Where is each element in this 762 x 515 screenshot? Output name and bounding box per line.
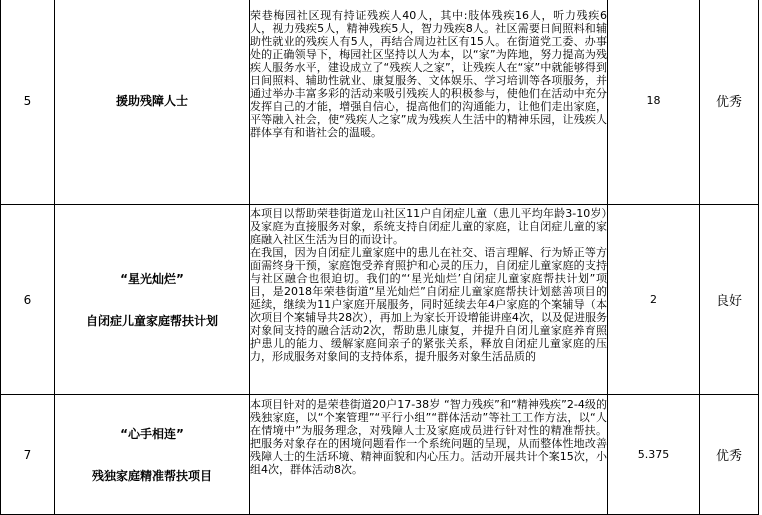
- project-name-line: 援助残障人士: [115, 93, 188, 108]
- project-description: [250, 0, 608, 205]
- project-description: [250, 395, 608, 515]
- project-name-line: 残独家庭精准帮扶项目: [91, 468, 212, 483]
- project-score: 5.375: [608, 395, 700, 515]
- project-name: [55, 205, 250, 395]
- project-grade: 优秀: [700, 0, 759, 205]
- project-name-line: “星光灿烂”: [120, 271, 184, 286]
- project-name: [55, 0, 250, 205]
- project-name-line: 自闭症儿童家庭帮扶计划: [85, 313, 218, 328]
- project-name-line: “心手相连”: [120, 426, 184, 441]
- description-text: 本项目以帮助荣巷街道龙山社区11户自闭症儿童（患儿平均年龄3-10岁）及家庭为直接服务对象，系统支持自闭症儿童的家庭，让自闭症儿童的家庭融入社区生活为目的而设计。 在我国，因为自闭症儿童家庭中的患儿在社交、语言理解、行为矫正等方面需终身干预，家庭饱受养育照护和心灵的压力，自闭症儿童家庭的支持与社区融合也很迫切。我们的“‘星光灿烂’自闭症儿童家庭帮扶计划”项目，是2018年荣巷街道“星光灿烂”自闭症儿童家庭帮扶计划慈善项目的延续，继续为11户家庭开展服务，同时延续去年4户家庭的个案辅导（本次项目个案辅导共28次），再加上为家长开设增能讲座4次，以及促进服务对象间支持的融合活动2次，帮助患儿康复，并提升自闭儿童家庭养育照护患儿的能力、缓解家庭间亲子的紧张关系，释放自闭症儿童家庭的压力，形成服务对象间的支持体系，提升服务对象生活品质的: [250, 206, 607, 363]
- row-number: 6: [1, 205, 55, 395]
- description-text: 荣巷梅园社区现有持证残疾人40人，其中:肢体残疾16人，听力残疾6人，视力残疾5人，精神残疾5人，智力残疾8人。社区需要日间照料和辅助性就业的残疾人有5人，再结合周边社区有15人。在街道党工委、办事处的正确领导下，梅园社区坚持以人为本，以“家”为阵地，努力提高为残疾人服务水平，建设成立了“残疾人之家”，让残疾人在“家”中就能够得到日间照料、辅助性就业、康复服务、文体娱乐、学习培训等各项服务，并通过举办丰富多彩的活动来吸引残疾人的积极参与，使他们在活动中充分发挥自己的才能，增强自信心，提高他们的沟通能力，让他们走出家庭，平等融入社会，使“残疾人之家”成为残疾人生活中的精神乐园，让残疾人群体享有和谐社会的温暖。: [250, 8, 607, 139]
- project-grade: 良好: [700, 205, 759, 395]
- project-name: [55, 395, 250, 515]
- project-score: 18: [608, 0, 700, 205]
- description-text: 本项目针对的是荣巷街道20户17-38岁 “智力残疾”和“精神残疾”2-4级的残独家庭，以“个案管理”“平行小组”“群体活动”等社工工作方法，以“人在情境中”为服务理念，对残障人士及家庭成员进行针对性的精准帮扶。把服务对象存在的困境问题看作一个系统问题的呈现，从而整体性地改善残障人士的生活环境、精神面貌和内心压力。活动开展共计个案15次，小组4次，群体活动8次。: [250, 397, 607, 476]
- project-description: [250, 205, 608, 395]
- project-grade: 优秀: [700, 395, 759, 515]
- table-row-6: [1, 205, 759, 395]
- table-row-5: [1, 0, 759, 205]
- row-number: 7: [1, 395, 55, 515]
- project-score: 2: [608, 205, 700, 395]
- row-number: 5: [1, 0, 55, 205]
- table-row-7: [1, 395, 759, 515]
